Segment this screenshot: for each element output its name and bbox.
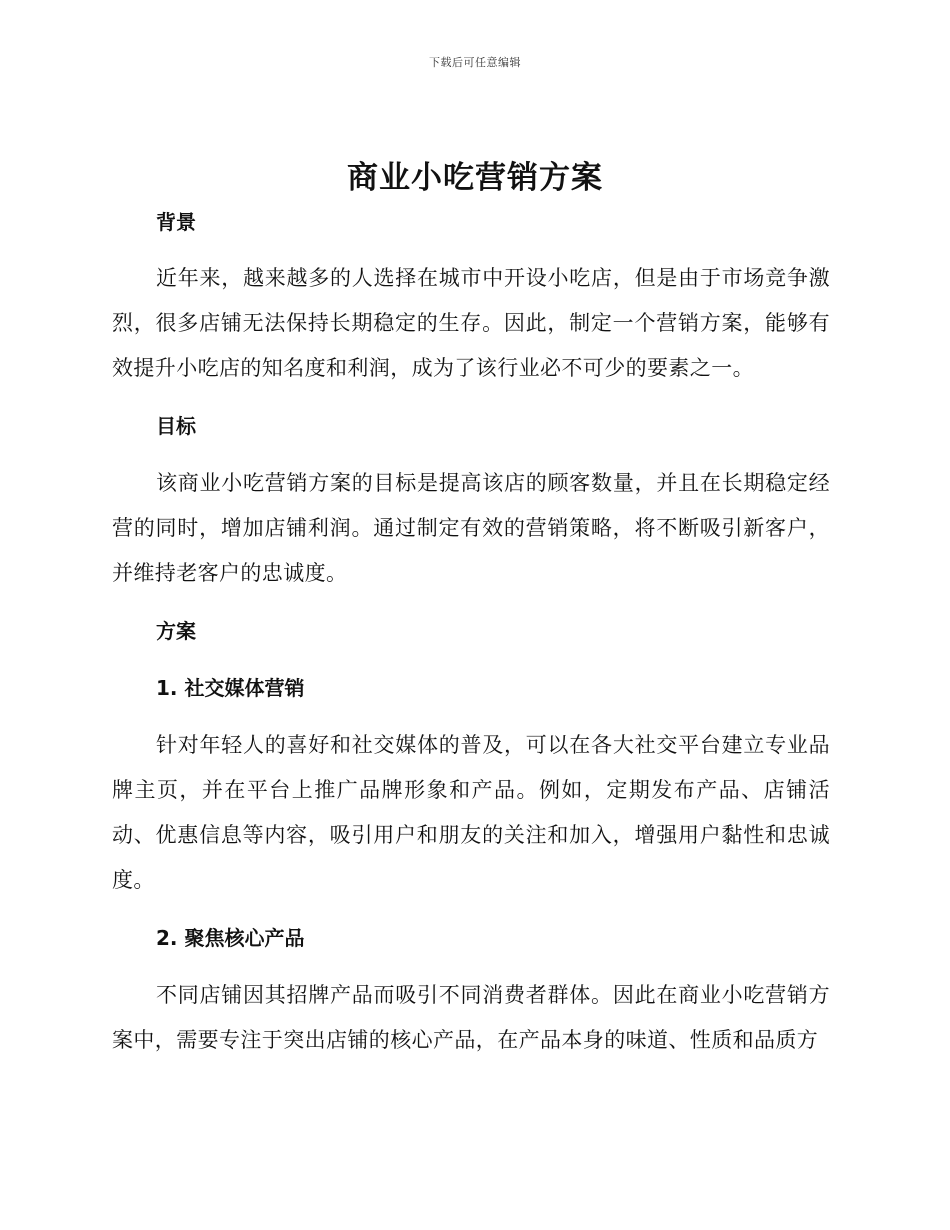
document-title: 商业小吃营销方案 bbox=[347, 160, 603, 196]
section-heading-goal: 目标 bbox=[156, 414, 196, 438]
paragraph-social-media: 针对年轻人的喜好和社交媒体的普及，可以在各大社交平台建立专业品牌主页，并在平台上推广品牌形象和产品。例如，定期发布产品、店铺活动、优惠信息等内容，吸引用户和朋友的关注和加入，增强用户黏性和忠诚度。 bbox=[112, 733, 830, 892]
paragraph-background: 近年来，越来越多的人选择在城市中开设小吃店，但是由于市场竞争激烈，很多店铺无法保持长期稳定的生存。因此，制定一个营销方案，能够有效提升小吃店的知名度和利润，成为了该行业必不可少的要素之一。 bbox=[112, 266, 830, 380]
section-heading-social-media: 1. 社交媒体营销 bbox=[156, 676, 305, 700]
section-heading-background: 背景 bbox=[156, 210, 196, 234]
section-heading-core-products: 2. 聚焦核心产品 bbox=[156, 926, 305, 950]
paragraph-core-products: 不同店铺因其招牌产品而吸引不同消费者群体。因此在商业小吃营销方案中，需要专注于突出店铺的核心产品，在产品本身的味道、性质和品质方 bbox=[112, 983, 830, 1052]
paragraph-goal: 该商业小吃营销方案的目标是提高该店的顾客数量，并且在长期稳定经营的同时，增加店铺利润。通过制定有效的营销策略，将不断吸引新客户，并维持老客户的忠诚度。 bbox=[112, 471, 830, 585]
section-heading-plan: 方案 bbox=[156, 619, 196, 643]
header-note: 下载后可任意编辑 bbox=[429, 56, 521, 69]
